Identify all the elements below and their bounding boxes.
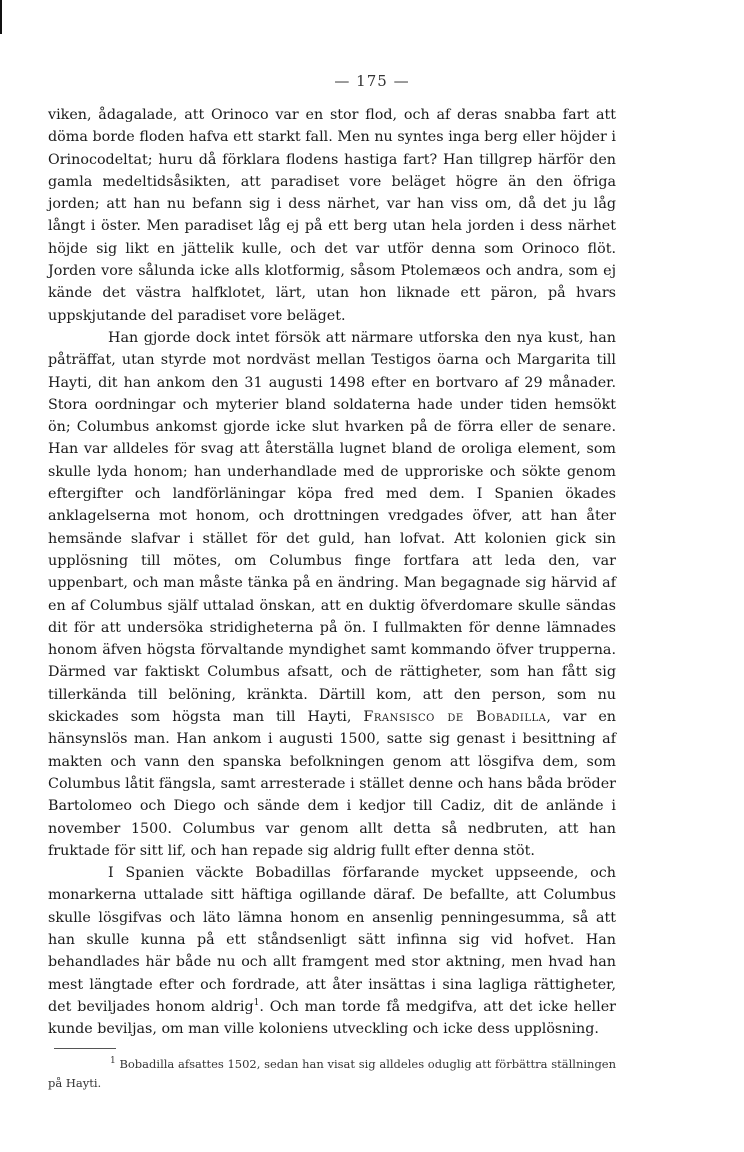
paragraph-3-text: I Spanien väckte Bobadillas förfarande mycket uppseende, och monarkerna uttalade sitt häftiga ogillande däraf. De befallte, att Columbus skulle lösgifvas och läto lämna honom en ansenlig penningesumma, så att han skulle kunna på ett ståndsenligt sätt infinna sig vid hofvet. Han behandlades här både nu och allt framgent med stor aktning, men hvad han mest längtade efter och fordrade, att åter insättas i sina lagliga rättigheter, det beviljades honom aldrig <box>48 865 616 1015</box>
paragraph-3 <box>48 862 616 1040</box>
paragraph-2-after: , var en hänsynslös man. Han ankom i augusti 1500, satte sig genast i besittning af makten och vann den spanska befolkningen genom att lösgifva dem, som Columbus låtit fängsla, samt arresterade i stället denne och hans båda bröder Bartolomeo och Diego och sände dem i kedjor till Cadiz, dit de anlände i november 1500. Columbus var genom allt detta så nedbruten, att han fruktade för sitt lif, och han repade sig aldrig fullt efter denna stöt. <box>48 709 616 859</box>
paragraph-3-tail: . Och man torde få medgifva, att det icke heller kunde beviljas, om man ville koloniens utveckling och icke dess upplösning. <box>48 998 616 1038</box>
footnote-divider <box>54 1048 116 1049</box>
footnote <box>48 1055 616 1093</box>
person-name: Fransisco de Bobadilla <box>363 709 547 726</box>
footnote-reference: 1 <box>253 998 260 1009</box>
paragraph-2-before: Han gjorde dock intet försök att närmare utforska den nya kust, han påträffat, utan styrde mot nordväst mellan Testigos öarna och Margarita till Hayti, dit han ankom den 31 augusti 1498 efter en bortvaro af 29 månader. Stora oordningar och myterier bland soldaterna hade under tiden hemsökt ön; Columbus ankomst gjorde icke slut hvarken på de förra eller de senare. Han var alldeles för svag att återställa lugnet bland de oroliga element, som skulle lyda honom; han underhandlade med de upproriske och sökte genom eftergifter och landförläningar köpa fred med dem. I Spanien ökades anklagelserna mot honom, och drottningen vredgades öfver, att han åter hemsände slafvar i stället för det guld, han lofvat. Att kolonien gick sin upplösning till mötes, om Columbus finge fortfara att leda den, var uppenbart, och man måste tänka på en ändring. Man begagnade sig härvid af en af Columbus själf uttalad önskan, att en duktig öfverdomare skulle sändas dit för att undersöka stridigheterna på ön. I fullmakten för denne lämnades honom äfven högsta förvaltande myndighet samt kommando öfver trupperna. Därmed var faktiskt Columbus afsatt, och de rättigheter, som han fått sig tillerkända till belöning, kränkta. Därtill kom, att den person, som nu skickades som högsta man till Hayti, <box>48 329 616 726</box>
page-number: — 175 — <box>334 72 410 90</box>
paragraph-1 <box>48 104 616 327</box>
footnote-marker: 1 <box>110 1056 116 1067</box>
footnote-text: Bobadilla afsattes 1502, sedan han visat sig alldeles oduglig att förbättra ställningen på Hayti. <box>48 1057 617 1091</box>
paragraph-2 <box>48 327 616 862</box>
body-text <box>48 104 616 1093</box>
paragraph-1-text: viken, ådagalade, att Orinoco var en stor flod, och af deras snabba fart att döma borde floden hafva ett starkt fall. Men nu syntes inga berg eller höjder i Orinocodeltat; huru då förklara flodens hastiga fart? Han tillgrep härför den gamla medeltidsåsikten, att paradiset vore beläget högre än den öfriga jorden; att han nu befann sig i dess närhet, var han viss om, då det ju låg långt i öster. Men paradiset låg ej på ett berg utan hela jorden i dess närhet höjde sig likt en jättelik kulle, och det var utför denna som Orinoco flöt. Jorden vore sålunda icke alls klotformig, såsom Ptolemæos och andra, som ej kände det västra halfklotet, lärt, utan hon liknade ett päron, på hvars uppskjutande del paradiset vore beläget. <box>48 107 616 324</box>
page-edge-mark <box>0 0 2 34</box>
